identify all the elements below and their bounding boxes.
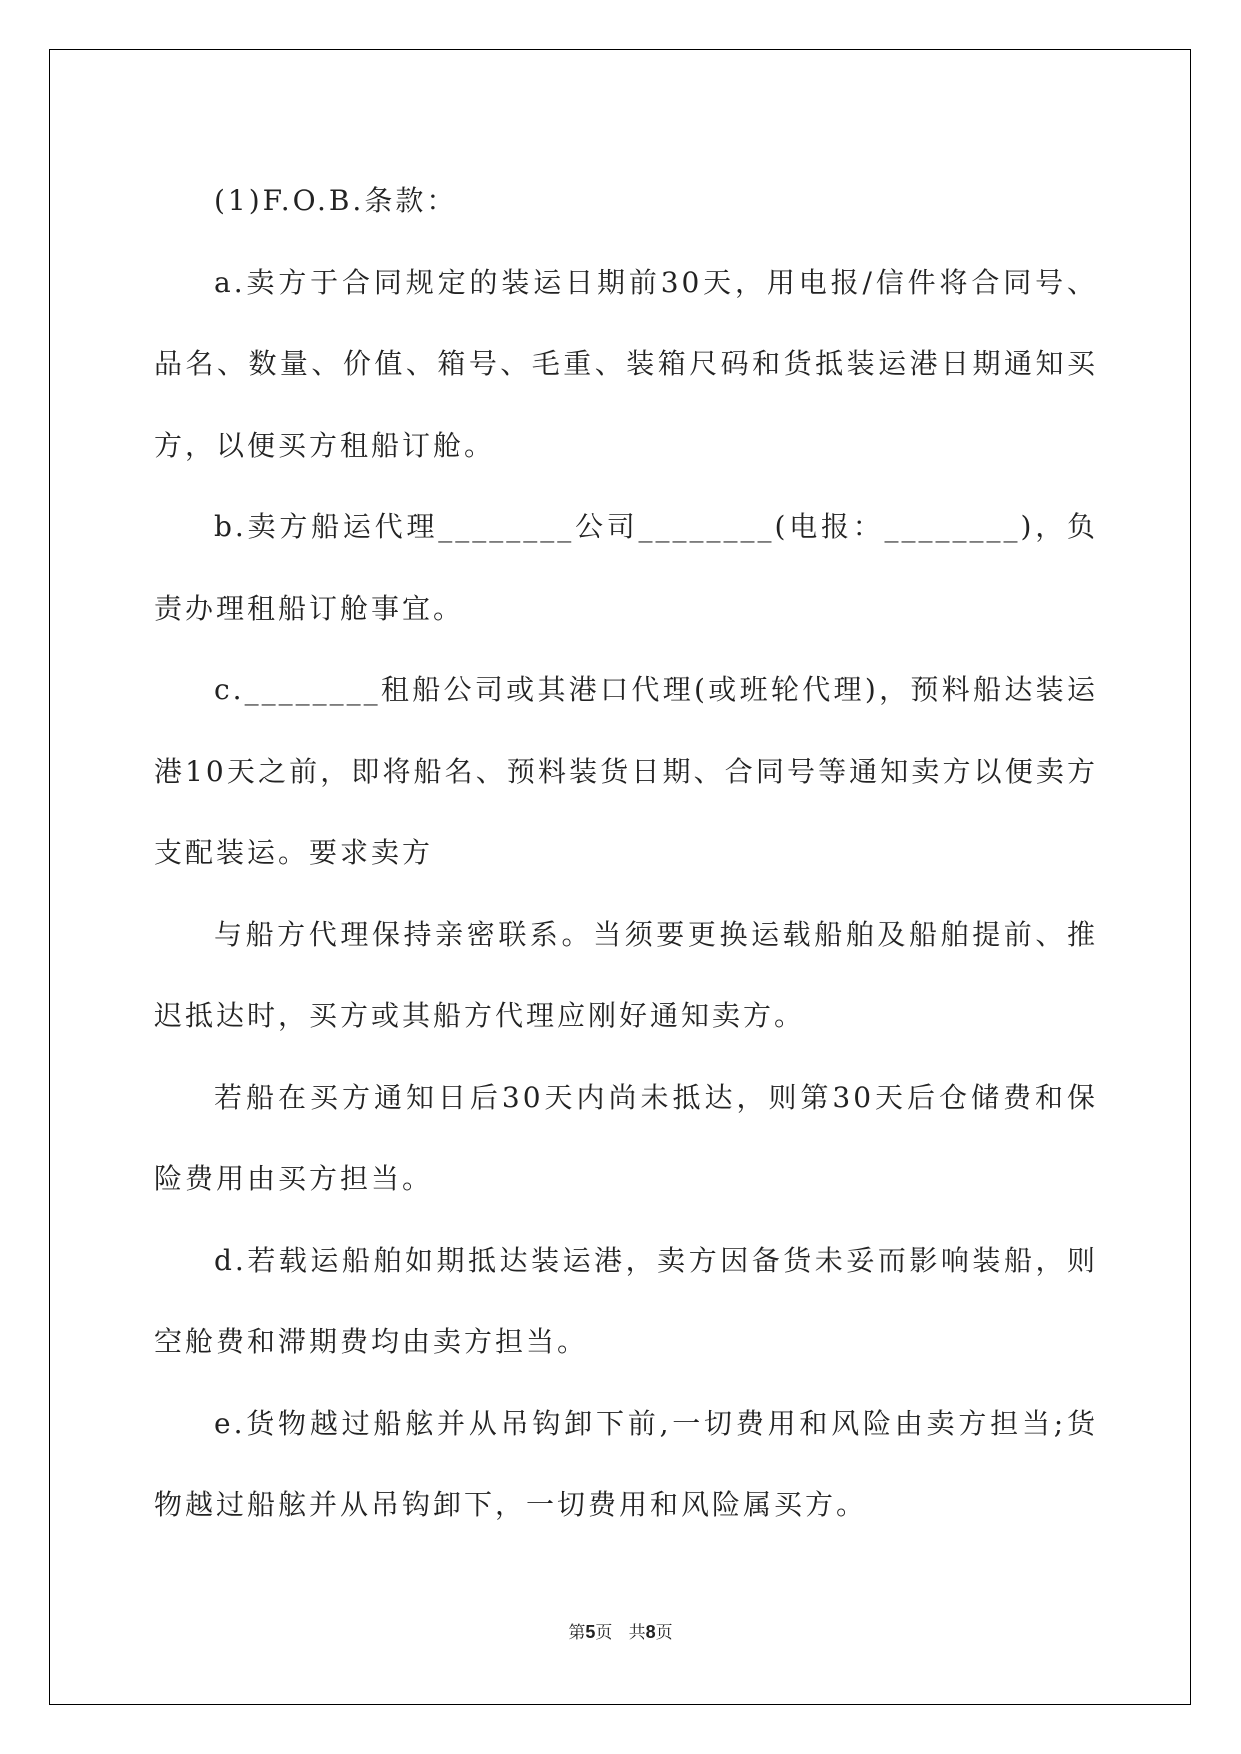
footer-prefix: 第: [568, 1623, 586, 1643]
paragraph-contact: 与船方代理保持亲密联系。当须要更换运载船舶及船舶提前、推迟抵达时，买方或其船方代理应刚好通知卖方。: [154, 917, 1098, 1032]
document-body: [154, 160, 1098, 1546]
total-pages: 8: [645, 1622, 656, 1642]
paragraph-clause-c: c.________租船公司或其港口代理(或班轮代理)，预料船达装运港10天之前，即将船名、预料装货日期、合同号等通知卖方以便卖方支配装运。要求卖方: [154, 673, 1098, 869]
paragraph-clause-d: d.若载运船舶如期抵达装运港，卖方因备货未妥而影响装船，则空舱费和滞期费均由卖方担当。: [154, 1243, 1098, 1358]
paragraph-clause-a: a.卖方于合同规定的装运日期前30天，用电报/信件将合同号、品名、数量、价值、箱号、毛重、装箱尺码和货抵装运港日期通知买方，以便买方租船订舱。: [154, 265, 1098, 462]
paragraph-delay: 若船在买方通知日后30天内尚未抵达，则第30天后仓储费和保险费用由买方担当。: [154, 1080, 1098, 1195]
footer-page-suffix: 页: [595, 1623, 613, 1643]
page-footer: [0, 1618, 1241, 1643]
paragraph-clause-e: e.货物越过船舷并从吊钩卸下前,一切费用和风险由卖方担当;货物越过船舷并从吊钩卸下，一切费用和风险属买方。: [154, 1406, 1098, 1521]
page-number: 5: [585, 1622, 596, 1642]
footer-total-prefix: 共: [628, 1623, 646, 1643]
paragraph-clause-b: b.卖方船运代理________公司________(电报：________)，负责办理租船订舱事宜。: [154, 510, 1098, 625]
footer-total-suffix: 页: [655, 1623, 673, 1643]
paragraph-fob-heading: (1)F.O.B.条款：: [214, 184, 458, 217]
